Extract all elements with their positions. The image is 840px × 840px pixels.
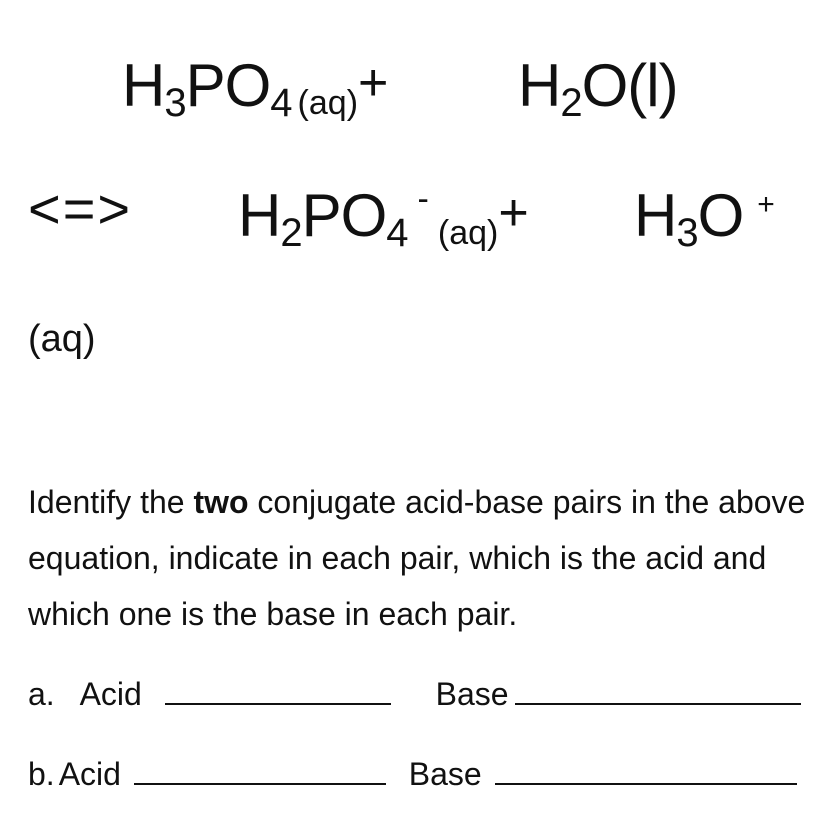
equation-line-1 xyxy=(122,52,388,125)
question-emphasis: two xyxy=(193,484,249,520)
subscript: 2 xyxy=(560,81,582,125)
subscript: 2 xyxy=(280,211,302,255)
element-symbol: H xyxy=(518,52,561,119)
formula-water xyxy=(518,52,678,125)
base-blank[interactable] xyxy=(495,753,797,785)
acid-label: Acid xyxy=(58,756,121,792)
element-symbol: H xyxy=(122,52,165,119)
element-symbol: O xyxy=(697,182,744,249)
element-symbol: PO xyxy=(185,52,271,119)
state-label: (aq) xyxy=(297,84,359,122)
element-symbol: H xyxy=(238,182,281,249)
charge-superscript: + xyxy=(757,188,774,221)
base-label: Base xyxy=(408,756,482,792)
equilibrium-arrow: <=> xyxy=(28,177,133,240)
answer-label: a. xyxy=(28,676,55,712)
acid-label: Acid xyxy=(79,676,142,712)
plus-sign: + xyxy=(358,54,388,112)
acid-blank[interactable] xyxy=(165,673,391,705)
state-label: (aq) xyxy=(437,214,499,252)
subscript: 3 xyxy=(164,81,186,125)
question-prefix: Identify the xyxy=(28,484,185,520)
answer-row-b xyxy=(28,746,797,802)
answer-label: b. xyxy=(28,756,55,792)
question-text xyxy=(28,474,828,642)
formula-phosphoric-acid xyxy=(122,52,292,125)
element-symbol: H xyxy=(634,182,677,249)
answer-row-a xyxy=(28,666,801,722)
base-blank[interactable] xyxy=(515,673,801,705)
subscript: 4 xyxy=(270,81,292,125)
state-label-hydronium: (aq) xyxy=(28,318,96,360)
element-symbol: O(l) xyxy=(581,52,678,119)
acid-blank[interactable] xyxy=(134,753,386,785)
question-body: conjugate acid-base pairs in the above equation, indicate in each pair, which is the acid and which one is the base in each pair. xyxy=(28,484,806,632)
element-symbol: PO xyxy=(301,182,387,249)
formula-hydronium xyxy=(634,182,774,255)
subscript: 3 xyxy=(676,211,698,255)
charge-superscript: - xyxy=(417,180,428,218)
base-label: Base xyxy=(435,676,509,712)
subscript: 4 xyxy=(386,211,408,255)
formula-dihydrogen-phosphate xyxy=(238,180,528,255)
plus-sign: + xyxy=(498,184,528,242)
